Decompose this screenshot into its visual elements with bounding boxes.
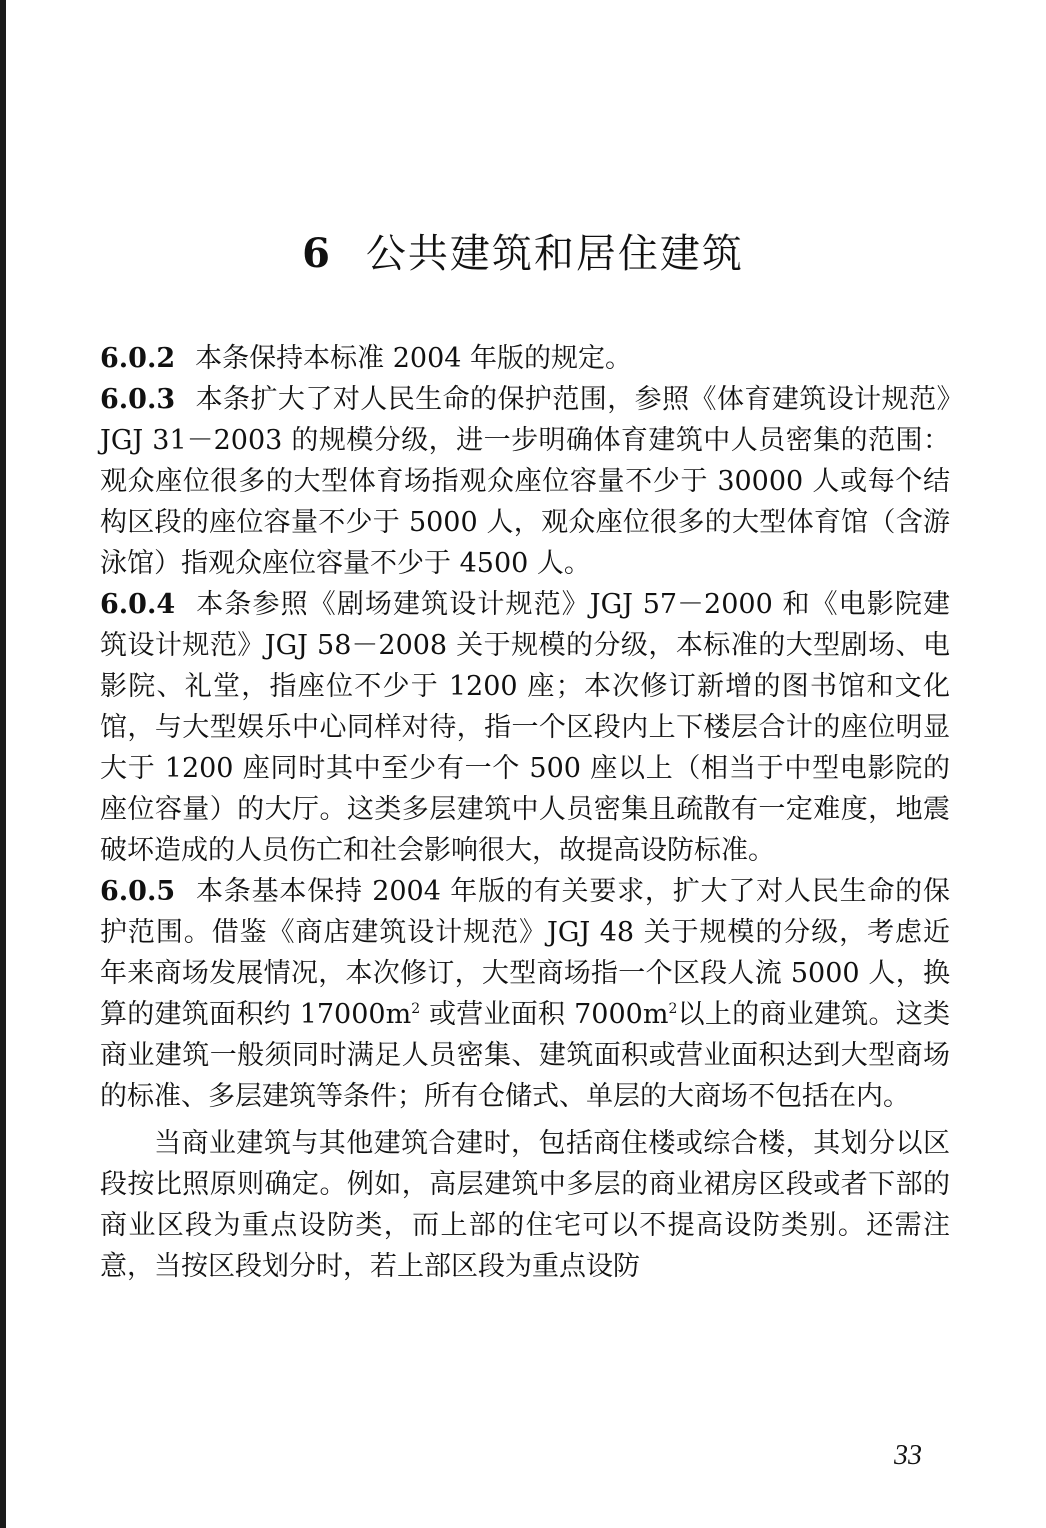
clause-text: 以上的商业建筑。这类商业建筑一般须同时满足人员密集、建筑面积或营业面积达到大型商场的标准、多层建筑等条件；所有仓储式、单层的大商场不包括在内。 — [100, 999, 950, 1112]
clause-text: 本条参照《剧场建筑设计规范》JGJ 57－2000 和《电影院建筑设计规范》JGJ 58－2008 关于规模的分级，本标准的大型剧场、电影院、礼堂，指座位不少于 1200 座；本次修订新增的图书馆和文化馆，与大型娱乐中心同样对待，指一个区段内上下楼层合计的座位明显大于 1200 座同时其中至少有一个 500 座以上（相当于中型电影院的座位容量）的大厅。这类多层建筑中人员密集且疏散有一定难度，地震破坏造成的人员伤亡和社会影响很大，故提高设防标准。 — [100, 589, 950, 866]
clause-text: 本条保持本标准 2004 年版的规定。 — [195, 343, 633, 374]
page-number: 33 — [894, 1440, 922, 1471]
clause-6-0-3 — [100, 379, 950, 584]
clause-6-0-4 — [100, 584, 950, 871]
clause-number: 6.0.2 — [100, 343, 176, 374]
body-paragraph: 当商业建筑与其他建筑合建时，包括商住楼或综合楼，其划分以区段按比照原则确定。例如，高层建筑中多层的商业裙房区段或者下部的商业区段为重点设防类，而上部的住宅可以不提高设防类别。还需注意，当按区段划分时，若上部区段为重点设防 — [100, 1128, 950, 1282]
clause-number: 6.0.5 — [100, 876, 176, 907]
clause-6-0-5 — [100, 871, 950, 1117]
chapter-title — [0, 228, 1046, 280]
clause-number: 6.0.3 — [100, 384, 176, 415]
clause-text: 本条基本保持 2004 年版的有关要求，扩大了对人民生命的保护范围。借鉴《商店建筑设计规范》JGJ 48 关于规模的分级，考虑近年来商场发展情况，本次修订，大型商场指一个区段人流 5000 人，换算的建筑面积约 17000m — [100, 876, 950, 1030]
clause-text: 或营业面积 7000m — [420, 999, 669, 1030]
superscript: 2 — [668, 1001, 678, 1017]
clause-6-0-2 — [100, 338, 950, 379]
document-body — [100, 338, 950, 1287]
clause-number: 6.0.4 — [100, 589, 176, 620]
clause-text: 本条扩大了对人民生命的保护范围，参照《体育建筑设计规范》JGJ 31－2003 的规模分级，进一步明确体育建筑中人员密集的范围：观众座位很多的大型体育场指观众座位容量不少于 30000 人或每个结构区段的座位容量不少于 5000 人，观众座位很多的大型体育馆（含游泳馆）指观众座位容量不少于 4500 人。 — [100, 384, 950, 579]
superscript: 2 — [411, 1001, 421, 1017]
chapter-number: 6 — [302, 230, 332, 277]
chapter-heading: 公共建筑和居住建筑 — [365, 231, 744, 277]
